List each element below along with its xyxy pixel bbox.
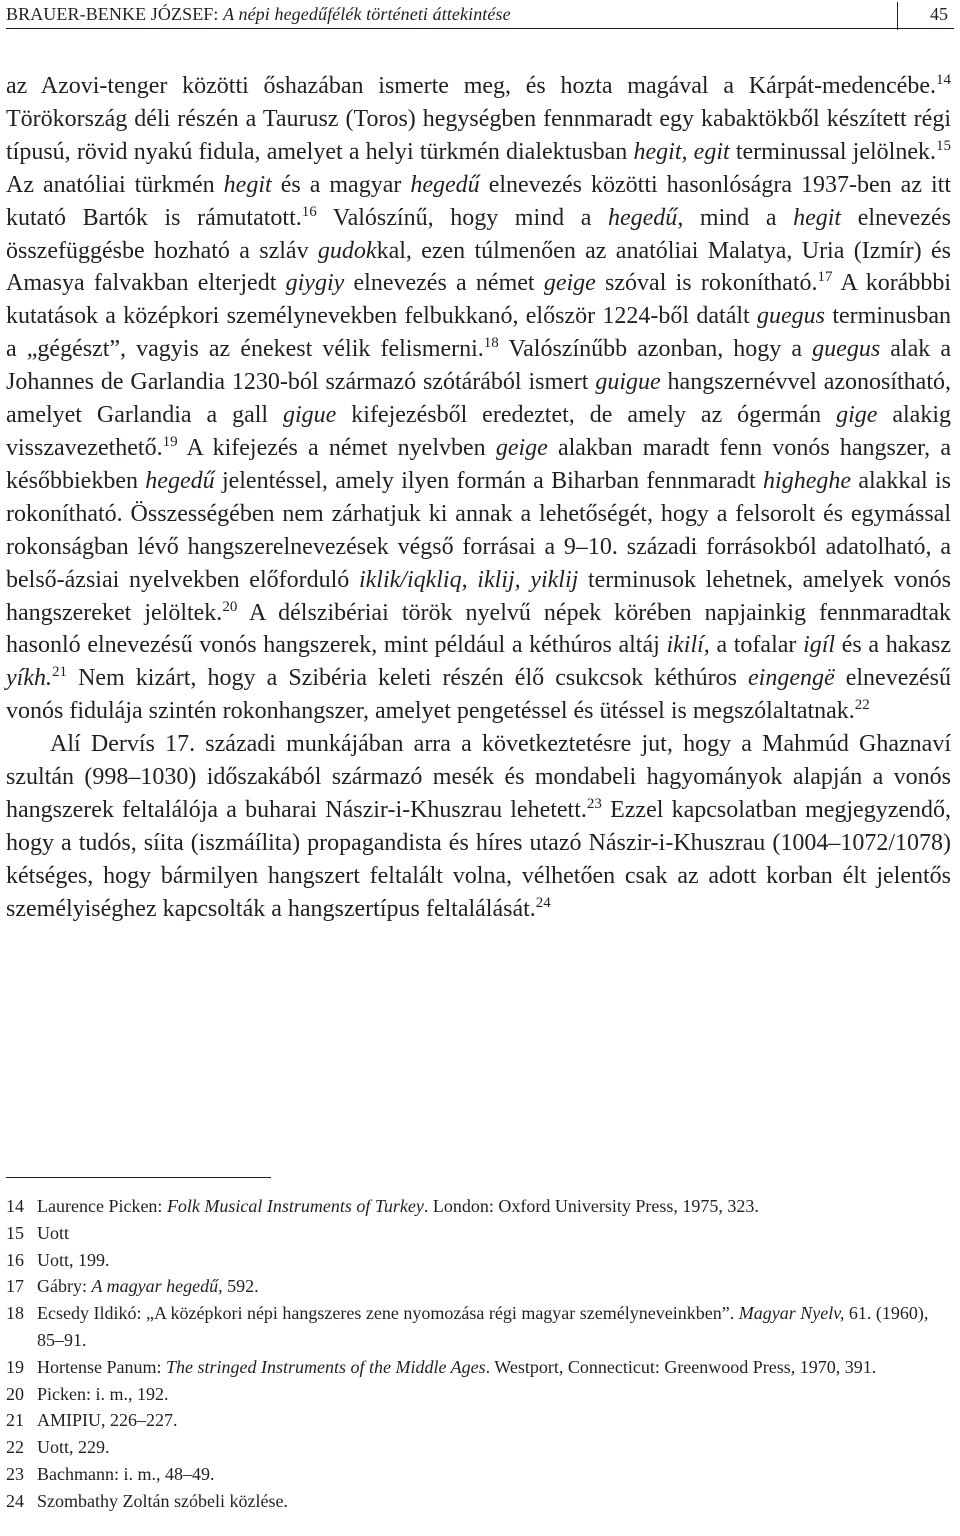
footnote-number: 17: [6, 1276, 24, 1297]
header-title: [6, 2, 511, 26]
footnote: 18 Ecsedy Ildikó: „A középkori népi hangszeres zene nyomozása régi magyar személyneveinkben”. Magyar Nyelv, 61. (1960), 85–91.: [6, 1300, 951, 1354]
footnote-ref-22[interactable]: 22: [854, 697, 870, 714]
footnote: 15 Uott: [6, 1220, 951, 1247]
footnote: 16 Uott, 199.: [6, 1247, 951, 1274]
footnote: 17 Gábry: A magyar hegedű, 592.: [6, 1273, 951, 1300]
footnote-ref-21[interactable]: 21: [51, 664, 67, 681]
paragraph-1: az Azovi-tenger közötti őshazában ismerte meg, és hozta magával a Kárpát-medencébe.$^{14}$ Törökország déli részén a Taurusz (Toros) hegységben fennmaradt egy kabaktökből készített régi típusú, rövid nyakú fidula, amelyet a helyi türkmén dialektusban hegit, egit terminussal jelölnek.$^{15}$ Az anatóliai türkmén hegit és a magyar hegedű elnevezés közötti hasonlóságra 1937-ben az itt kutató Bartók is rámutatott.$^{16}$ Valószínű, hogy mind a hegedű, mind a hegit elnevezés összefüggésbe hozható a szláv gudokkal, ezen túlmenően az anatóliai Malatya, Uria (Izmír) és Amasya falvakban elterjedt giygiy elnevezés a német geige szóval is rokonítható.$^{17}$ A korábbbi kutatások a középkori személynevekben felbukkanó, először 1224-ből datált guegus terminusban a „gégészt”, vagyis az énekest vélik felismerni.$^{18}$ Valószínűbb azonban, hogy a guegus alak a Johannes de Garlandia 1230-ból származó szótárából ismert guigue hangszernévvel azonosítható, amelyet Garlandia a gall gigue kifejezésből eredeztet, de amely az ógermán gige alakig visszavezethető.$^{19}$ A kifejezés a német nyelvben geige alakban maradt fenn vonós hangszer, a későbbiekben hegedű jelentéssel, amely ilyen formán a Biharban fennmaradt higheghe alakkal is rokonítható. Összességében nem zárhatjuk ki annak a lehetőségét, hogy a felsorolt és egymással rokonságban lévő hangszerelnevezések végső forrásai a 9–10. századi forrásokból adatolható, a belső-ázsiai nyelvekben előforduló iklik/iqkliq, iklij, yiklij terminusok lehetnek, amelyek vonós hangszereket jelöltek.$^{20}$ A délszibériai török nyelvű népek körében napjainkig fennmaradtak hasonló elnevezésű vonós hangszerek, mint például a kéthúros altáj ikilí, a tofalar igíl és a hakasz yíkh.$^{21}$ Nem kizárt, hogy a Szibéria keleti részén élő csukcsok kéthúros eingengë elnevezésű vonós fidulája szintén rokonhangszer, amelyet pengetéssel és ütéssel is megszólaltatnak.$^{22}$: [6, 72, 952, 725]
footnote-number: 19: [6, 1356, 24, 1377]
running-header: [6, 0, 954, 29]
footnote-ref-16[interactable]: 16: [301, 203, 317, 220]
page-number: 45: [930, 4, 948, 24]
footnote-number: 20: [6, 1383, 24, 1404]
footnote: 19 Hortense Panum: The stringed Instruments of the Middle Ages. Westport, Connecticut: Greenwood Press, 1970, 391.: [6, 1354, 951, 1381]
footnotes: [6, 1193, 951, 1515]
main-text: [6, 70, 951, 926]
footnote-number: 21: [6, 1410, 24, 1431]
footnote: 20 Picken: i. m., 192.: [6, 1381, 951, 1408]
footnote: 22 Uott, 229.: [6, 1434, 951, 1461]
footnote-number: 22: [6, 1437, 24, 1458]
footnote-separator: [6, 1177, 271, 1178]
footnote: 21 AMIPIU, 226–227.: [6, 1407, 951, 1434]
footnote: 14 Laurence Picken: Folk Musical Instruments of Turkey. London: Oxford University Press, 1975, 323.: [6, 1193, 951, 1220]
footnote-ref-20[interactable]: 20: [222, 598, 238, 615]
footnote: 23 Bachmann: i. m., 48–49.: [6, 1461, 951, 1488]
header-book-title: A népi hegedűfélék történeti áttekintése: [223, 4, 511, 24]
footnote-ref-18[interactable]: 18: [483, 335, 499, 352]
footnote-number: 24: [6, 1490, 24, 1511]
footnote-number: 15: [6, 1222, 24, 1243]
paragraph-2: Alí Dervís 17. századi munkájában arra a következtetésre jut, hogy a Mahmúd Ghaznaví szultán (998–1030) időszakából származó mesék és mondabeli hagyományok alapján a vonós hangszerek feltalálója a buharai Nászir-i-Khuszrau lehetett.$^{23}$ Ezzel kapcsolatban megjegyzendő, hogy a tudós, síita (iszmáílita) propagandista és híres utazó Nászir-i-Khuszrau (1004–1072/1078) kétséges, hogy bármilyen hangszert feltalált volna, vélhetően csak az adott korban élt jelentős személyiséghez kapcsolták a hangszertípus feltalálását.$^{24}$: [6, 731, 952, 922]
footnote-ref-23[interactable]: 23: [586, 795, 602, 812]
footnote-number: 18: [6, 1303, 24, 1324]
footnote-ref-19[interactable]: 19: [162, 433, 178, 450]
footnote-ref-15[interactable]: 15: [936, 137, 951, 154]
footnote-ref-17[interactable]: 17: [817, 269, 833, 286]
header-author: BRAUER-BENKE JÓZSEF:: [6, 4, 219, 24]
footnote-ref-24[interactable]: 24: [535, 894, 551, 911]
footnote: 24 Szombathy Zoltán szóbeli közlése.: [6, 1488, 951, 1515]
footnote-number: 23: [6, 1463, 24, 1484]
footnote-number: 16: [6, 1249, 24, 1270]
footnote-number: 14: [6, 1196, 24, 1216]
footnote-ref-14[interactable]: 14: [936, 72, 951, 88]
header-divider: [897, 2, 898, 30]
